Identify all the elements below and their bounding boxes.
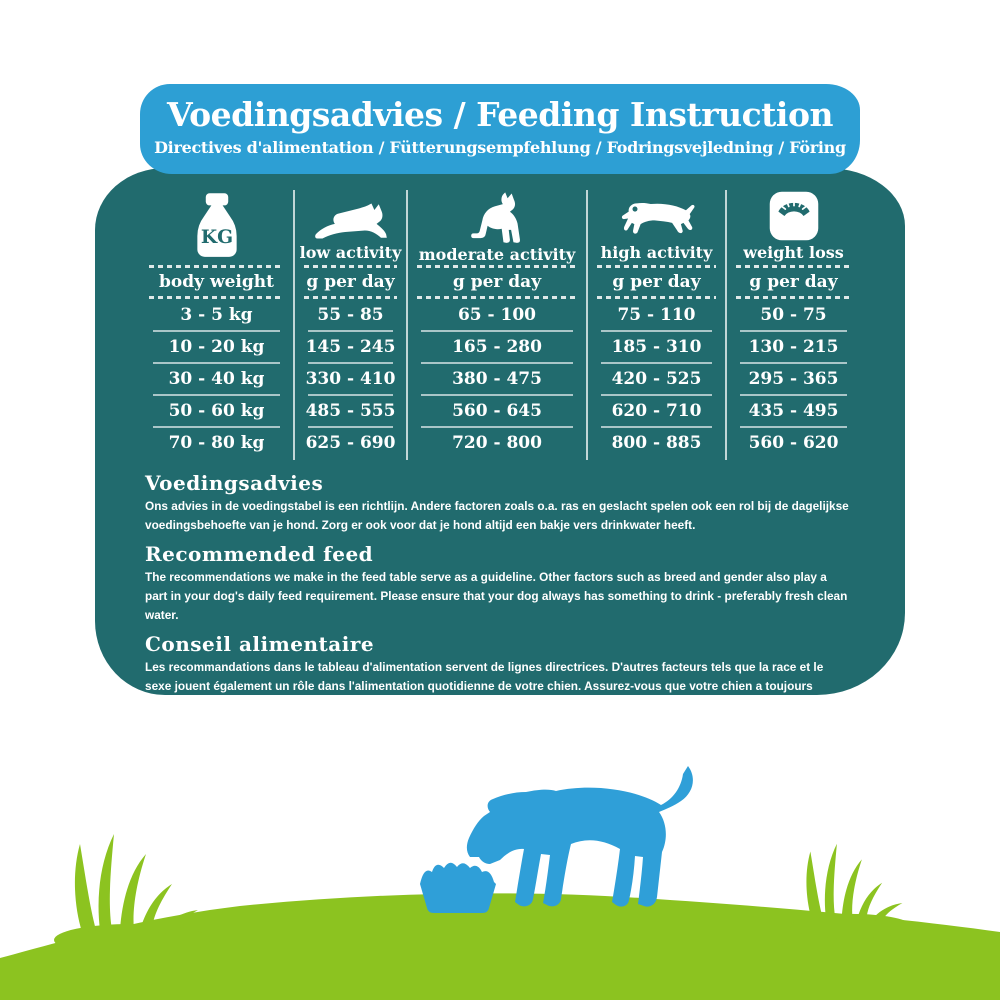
grass-tuft-left [54, 834, 210, 956]
weight-cell: 30 - 40 kg [168, 369, 265, 389]
note-heading-french: Conseil alimentaire [145, 632, 375, 656]
weight-cell: 50 - 60 kg [168, 401, 265, 421]
amount-cell: 485 - 555 [305, 401, 396, 421]
column-high-activity [588, 190, 727, 460]
amount-cell: 130 - 215 [748, 337, 839, 357]
column-moderate-activity [408, 190, 588, 460]
grass-tuft-right [790, 844, 912, 939]
svg-text:KG: KG [200, 225, 233, 248]
column-label: low activity [299, 243, 402, 262]
header-title: Voedingsadvies / Feeding Instruction [167, 95, 833, 134]
dashed-divider [597, 265, 716, 268]
weight-cell: 3 - 5 kg [180, 305, 253, 325]
amount-cell: 330 - 410 [305, 369, 396, 389]
dog-sitting-icon [468, 190, 526, 244]
amount-cell: 720 - 800 [452, 433, 542, 453]
note-body-french: Les recommandations dans le tableau d'alimentation servent de lignes directrices. D'autres facteurs tels que la race et le sexe jouent également un rôle dans l'alimentation quotidienne de votre chien. Assurez-vous que votre chien a toujours quelque chose à boire - de préférence de l'eau propre et fraîche. [145, 660, 824, 712]
column-label: weight loss [743, 243, 844, 262]
column-label: high activity [600, 243, 713, 262]
amount-cell: 75 - 110 [617, 305, 696, 325]
dashed-divider [149, 265, 284, 268]
column-body-weight [140, 190, 295, 460]
dashed-divider [736, 296, 851, 299]
kg-weight-icon [188, 190, 246, 262]
advisory-notes [145, 464, 861, 715]
header-banner [140, 84, 860, 174]
column-label: body weight [159, 272, 274, 292]
amount-cell: 625 - 690 [305, 433, 396, 453]
dog-lying-icon [313, 200, 389, 242]
note-body-english: The recommendations we make in the feed table serve as a guideline. Other factors such as breed and gender also play a part in your dog's daily feed requirement. Please ensure that your dog always has something to drink - preferably fresh clean water. [145, 570, 848, 622]
header-subtitle: Directives d'alimentation / Fütterungsempfehlung / Fodringsvejledning / Föring [154, 138, 846, 157]
amount-cell: 560 - 620 [748, 433, 839, 453]
dashed-divider [149, 296, 284, 299]
weight-cell: 10 - 20 kg [168, 337, 265, 357]
amount-cell: 620 - 710 [611, 401, 702, 421]
amount-cell: 65 - 100 [457, 305, 537, 325]
dog-silhouette [467, 766, 693, 907]
amount-cell: 185 - 310 [611, 337, 702, 357]
amount-cell: 560 - 645 [452, 401, 542, 421]
dashed-divider [304, 296, 397, 299]
feeding-table [140, 190, 860, 460]
note-body-dutch: Ons advies in de voedingstabel is een richtlijn. Andere factoren zoals o.a. ras en geslacht spelen ook een rol bij de dagelijkse voedingsbehoefte van je hond. Zorg er ook voor dat je hond altijd een bakje vers drinkwater heeft. [145, 499, 849, 532]
amount-cell: 50 - 75 [760, 305, 827, 325]
amount-cell: 295 - 365 [748, 369, 839, 389]
unit-label: g per day [749, 272, 838, 292]
column-label: moderate activity [418, 245, 576, 264]
amount-cell: 435 - 495 [748, 401, 839, 421]
feeding-panel [95, 168, 905, 712]
column-low-activity [295, 190, 408, 460]
scale-icon [768, 190, 820, 242]
amount-cell: 380 - 475 [452, 369, 542, 389]
note-heading-dutch: Voedingsadvies [145, 471, 324, 495]
unit-label: g per day [612, 272, 701, 292]
unit-label: g per day [452, 272, 542, 293]
bottom-illustration [0, 760, 1000, 1000]
amount-cell: 165 - 280 [452, 337, 542, 357]
food-bowl [420, 863, 496, 913]
unit-label: g per day [306, 272, 395, 292]
amount-cell: 800 - 885 [611, 433, 702, 453]
dashed-divider [417, 296, 577, 299]
dog-running-icon [618, 200, 696, 242]
amount-cell: 420 - 525 [611, 369, 702, 389]
note-heading-english: Recommended feed [145, 542, 374, 566]
dashed-divider [417, 265, 577, 268]
dashed-divider [304, 265, 397, 268]
dashed-divider [736, 265, 851, 268]
dashed-divider [597, 296, 716, 299]
amount-cell: 145 - 245 [305, 337, 396, 357]
weight-cell: 70 - 80 kg [168, 433, 265, 453]
amount-cell: 55 - 85 [317, 305, 384, 325]
column-weight-loss [727, 190, 860, 460]
